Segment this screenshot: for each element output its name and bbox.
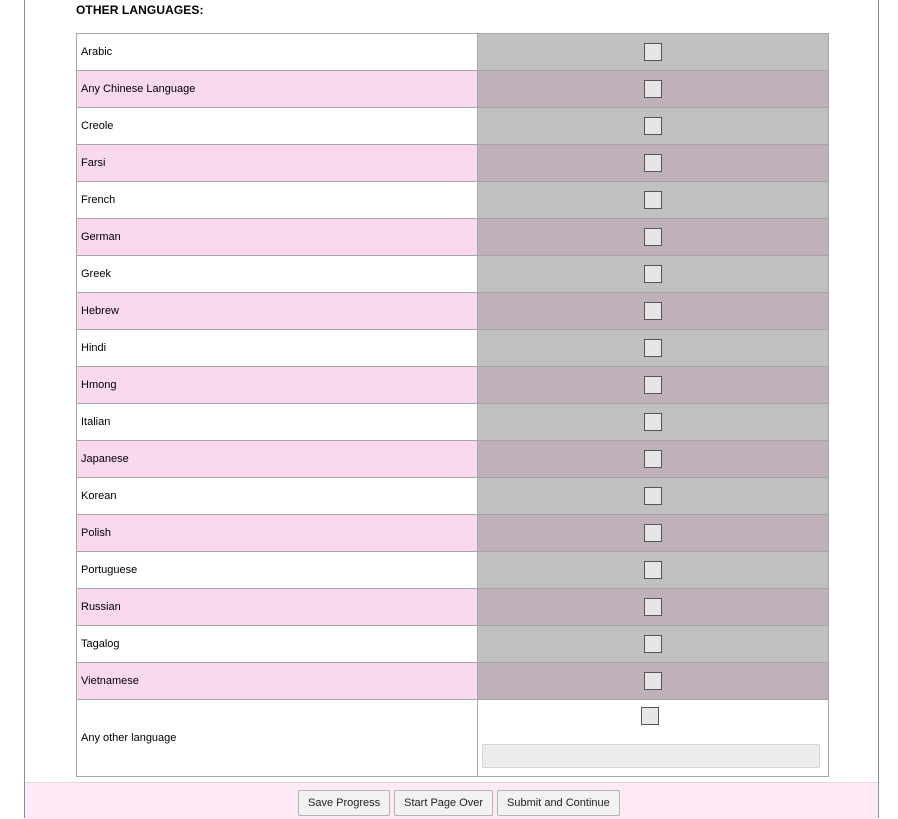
form-footer [25,782,878,819]
language-row [77,108,829,145]
language-label: Italian [77,404,478,441]
language-row [77,404,829,441]
language-checkbox-cell [478,404,829,441]
language-checkbox-cell [478,145,829,182]
submit-and-continue-button[interactable]: Submit and Continue [497,790,620,816]
language-row [77,367,829,404]
language-checkbox[interactable] [644,80,662,98]
language-label: Creole [77,108,478,145]
language-checkbox[interactable] [644,561,662,579]
other-language-row [77,700,829,777]
language-checkbox[interactable] [644,43,662,61]
language-checkbox[interactable] [644,635,662,653]
language-label: Japanese [77,441,478,478]
language-checkbox[interactable] [644,117,662,135]
language-checkbox-cell [478,367,829,404]
language-row [77,441,829,478]
language-row [77,219,829,256]
language-row [77,663,829,700]
language-checkbox-cell [478,626,829,663]
language-row [77,182,829,219]
language-label: Hebrew [77,293,478,330]
language-label: German [77,219,478,256]
language-checkbox-cell [478,219,829,256]
other-language-label: Any other language [77,700,478,777]
language-checkbox-cell [478,552,829,589]
language-checkbox[interactable] [644,228,662,246]
language-checkbox[interactable] [644,598,662,616]
language-checkbox-cell [478,478,829,515]
language-label: Vietnamese [77,663,478,700]
survey-page [24,0,879,818]
language-checkbox-cell [478,108,829,145]
language-checkbox-cell [478,71,829,108]
language-checkbox-cell [478,515,829,552]
save-progress-button[interactable]: Save Progress [298,790,390,816]
language-checkbox-cell [478,256,829,293]
language-checkbox[interactable] [644,339,662,357]
other-language-checkbox[interactable] [641,707,659,725]
language-checkbox-cell [478,330,829,367]
language-checkbox[interactable] [644,413,662,431]
language-label: Tagalog [77,626,478,663]
language-label: Arabic [77,34,478,71]
language-checkbox-cell [478,441,829,478]
language-label: French [77,182,478,219]
language-checkbox[interactable] [644,376,662,394]
other-language-text-input[interactable] [482,744,820,768]
language-label: Polish [77,515,478,552]
language-row [77,293,829,330]
language-checkbox[interactable] [644,524,662,542]
language-checkbox[interactable] [644,672,662,690]
section-heading: OTHER LANGUAGES: [76,3,204,17]
language-row [77,626,829,663]
language-checkbox-cell [478,589,829,626]
language-label: Any Chinese Language [77,71,478,108]
language-checkbox-cell [478,663,829,700]
language-checkbox[interactable] [644,191,662,209]
language-row [77,552,829,589]
language-label: Hindi [77,330,478,367]
language-checkbox[interactable] [644,302,662,320]
language-row [77,589,829,626]
language-row [77,478,829,515]
language-label: Hmong [77,367,478,404]
language-label: Korean [77,478,478,515]
language-label: Farsi [77,145,478,182]
language-label: Russian [77,589,478,626]
language-checkbox[interactable] [644,487,662,505]
language-checkbox[interactable] [644,265,662,283]
language-row [77,256,829,293]
language-label: Greek [77,256,478,293]
language-checkbox-cell [478,34,829,71]
language-label: Portuguese [77,552,478,589]
start-page-over-button[interactable]: Start Page Over [394,790,493,816]
language-checkbox[interactable] [644,450,662,468]
language-checkbox-cell [478,293,829,330]
languages-table [76,33,829,777]
language-checkbox[interactable] [644,154,662,172]
language-row [77,34,829,71]
other-language-cell [478,700,829,777]
language-checkbox-cell [478,182,829,219]
language-row [77,515,829,552]
language-row [77,330,829,367]
language-row [77,71,829,108]
language-row [77,145,829,182]
